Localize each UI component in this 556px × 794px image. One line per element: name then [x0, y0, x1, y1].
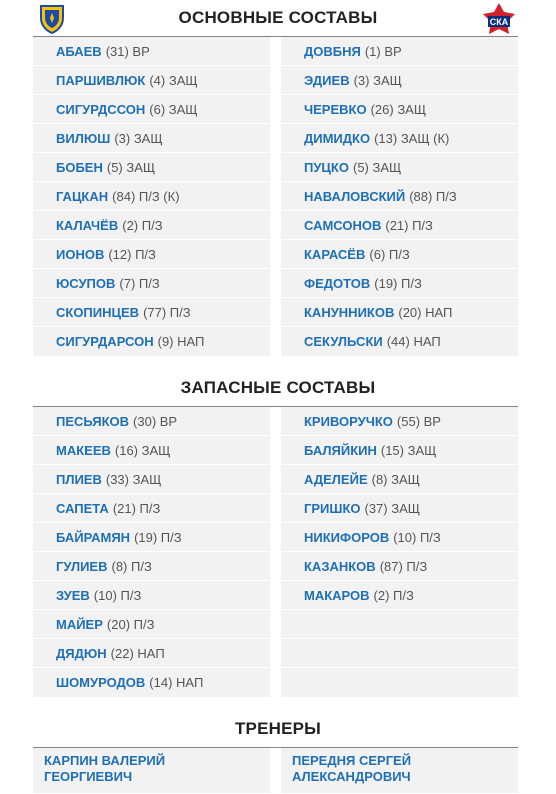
- player-name-link[interactable]: ЮСУПОВ: [56, 275, 116, 291]
- player-number-position: (6) П/З: [369, 246, 410, 262]
- player-name-link[interactable]: МАКЕЕВ: [56, 442, 111, 458]
- player-number-position: (8) П/З: [111, 558, 152, 574]
- player-name-link[interactable]: СИГУРДАРСОН: [56, 334, 154, 349]
- player-row[interactable]: [33, 124, 270, 153]
- player-number-position: (15) ЗАЩ: [380, 442, 437, 458]
- player-row[interactable]: [33, 436, 270, 465]
- player-row[interactable]: [281, 153, 518, 182]
- player-name-link[interactable]: ГУЛИЕВ: [56, 558, 108, 574]
- player-name-link[interactable]: ФЕДОТОВ: [304, 275, 371, 291]
- player-name-link[interactable]: СЕКУЛЬСКИ: [304, 334, 383, 349]
- player-row[interactable]: [33, 37, 270, 66]
- player-row[interactable]: [33, 269, 270, 298]
- player-number-position: (1) ВР: [364, 43, 402, 59]
- player-name-link[interactable]: КАЗАНКОВ: [304, 558, 376, 574]
- player-number-position: (88) П/З: [409, 188, 457, 204]
- player-row[interactable]: [281, 327, 518, 356]
- player-row[interactable]: [281, 211, 518, 240]
- player-row[interactable]: [33, 494, 270, 523]
- player-row[interactable]: [281, 182, 518, 211]
- substitutes-title: ЗАПАСНЫЕ СОСТАВЫ: [180, 378, 376, 397]
- player-number-position: (31) ВР: [105, 43, 150, 59]
- player-name-link[interactable]: ДИМИДКО: [304, 130, 371, 146]
- player-name-link[interactable]: АБАЕВ: [56, 43, 102, 59]
- player-number-position: (20) П/З: [106, 616, 155, 632]
- player-row[interactable]: [281, 298, 518, 327]
- away-coach-name-line2: АЛЕКСАНДРОВИЧ: [292, 769, 411, 784]
- player-name-link[interactable]: БАЙРАМЯН: [56, 529, 131, 545]
- player-number-position: (33) ЗАЩ: [105, 471, 162, 487]
- player-name-link[interactable]: КАРАСЁВ: [304, 246, 366, 262]
- player-row[interactable]: [281, 66, 518, 95]
- player-name-link[interactable]: БОБЕН: [56, 159, 103, 175]
- player-name-link[interactable]: ПАРШИВЛЮК: [56, 72, 146, 88]
- player-row[interactable]: [281, 124, 518, 153]
- player-number-position: (9) НАП: [157, 334, 205, 349]
- player-number-position: (7) П/З: [119, 275, 160, 291]
- player-row[interactable]: [281, 465, 518, 494]
- player-number-position: (55) ВР: [396, 413, 441, 429]
- player-row[interactable]: [33, 523, 270, 552]
- player-row[interactable]: [33, 407, 270, 436]
- player-row[interactable]: [33, 610, 270, 639]
- player-name-link[interactable]: ГАЦКАН: [56, 188, 109, 204]
- player-name-link[interactable]: САМСОНОВ: [304, 217, 382, 233]
- home-coach-name-line2: ГЕОРГИЕВИЧ: [44, 769, 133, 784]
- player-row: [281, 610, 518, 639]
- player-name-link[interactable]: МАЙЕР: [56, 616, 103, 632]
- home-coach[interactable]: [33, 748, 270, 793]
- player-row[interactable]: [281, 523, 518, 552]
- player-row[interactable]: [33, 298, 270, 327]
- player-number-position: (16) ЗАЩ: [114, 442, 171, 458]
- player-number-position: (84) П/З (К): [112, 188, 180, 204]
- player-number-position: (10) П/З: [393, 529, 441, 545]
- player-row: [281, 639, 518, 668]
- starting-lineups-title: ОСНОВНЫЕ СОСТАВЫ: [178, 8, 378, 27]
- player-number-position: (21) П/З: [385, 217, 433, 233]
- player-number-position: (26) ЗАЩ: [370, 101, 427, 117]
- home-subs-list: [33, 407, 270, 697]
- home-starting-list: [33, 37, 270, 356]
- player-number-position: (44) НАП: [386, 334, 441, 349]
- player-number-position: (20) НАП: [398, 304, 453, 320]
- player-number-position: (13) ЗАЩ (К): [374, 130, 450, 146]
- player-row[interactable]: [281, 407, 518, 436]
- player-number-position: (22) НАП: [110, 645, 165, 661]
- player-name-link[interactable]: ВИЛЮШ: [56, 130, 111, 146]
- player-row[interactable]: [281, 37, 518, 66]
- player-row[interactable]: [33, 66, 270, 95]
- player-name-link[interactable]: КАЛАЧЁВ: [56, 217, 119, 233]
- player-name-link[interactable]: БАЛЯЙКИН: [304, 442, 377, 458]
- player-name-link[interactable]: ПЕСЬЯКОВ: [56, 413, 130, 429]
- player-name-link[interactable]: КАНУННИКОВ: [304, 304, 395, 320]
- player-number-position: (2) П/З: [373, 587, 414, 603]
- player-row[interactable]: [33, 581, 270, 610]
- coaches-title: ТРЕНЕРЫ: [234, 719, 322, 738]
- player-number-position: (2) П/З: [122, 217, 163, 233]
- player-name-link[interactable]: НИКИФОРОВ: [304, 529, 390, 545]
- player-name-link[interactable]: ШОМУРОДОВ: [56, 675, 146, 690]
- player-name-link[interactable]: ЧЕРЕВКО: [304, 101, 367, 117]
- player-row[interactable]: [33, 240, 270, 269]
- player-number-position: (37) ЗАЩ: [364, 500, 420, 516]
- player-name-link[interactable]: КРИВОРУЧКО: [304, 413, 393, 429]
- player-number-position: (4) ЗАЩ: [149, 72, 198, 88]
- player-number-position: (14) НАП: [149, 675, 204, 690]
- away-coach-name-line1: ПЕРЕДНЯ СЕРГЕЙ: [292, 753, 412, 768]
- player-name-link[interactable]: АДЕЛЕЙЕ: [304, 471, 368, 487]
- player-name-link[interactable]: МАКАРОВ: [304, 587, 370, 603]
- player-number-position: (6) ЗАЩ: [149, 101, 198, 117]
- player-number-position: (87) П/З: [379, 558, 428, 574]
- player-row[interactable]: [33, 639, 270, 668]
- player-number-position: (12) П/З: [108, 246, 156, 262]
- player-name-link[interactable]: ЗУЕВ: [56, 587, 90, 603]
- player-number-position: (10) П/З: [93, 587, 142, 603]
- away-coach[interactable]: [281, 748, 518, 793]
- home-coach-name-line1: КАРПИН ВАЛЕРИЙ: [44, 753, 166, 768]
- away-subs-list: [281, 407, 518, 697]
- player-row[interactable]: [281, 494, 518, 523]
- player-row[interactable]: [33, 182, 270, 211]
- player-name-link[interactable]: ЭДИЕВ: [304, 72, 350, 88]
- player-name-link[interactable]: ДОВБНЯ: [304, 43, 361, 59]
- player-row[interactable]: [33, 95, 270, 124]
- away-starting-list: [281, 37, 518, 356]
- player-number-position: (30) ВР: [133, 413, 178, 429]
- ska-logo-text: СКА: [489, 17, 509, 27]
- player-row[interactable]: [33, 327, 270, 356]
- player-row[interactable]: [33, 465, 270, 494]
- player-number-position: (5) ЗАЩ: [106, 159, 156, 175]
- player-row[interactable]: [281, 269, 518, 298]
- player-number-position: (3) ЗАЩ: [353, 72, 402, 88]
- player-number-position: (5) ЗАЩ: [352, 159, 402, 175]
- player-name-link[interactable]: ГРИШКО: [304, 500, 361, 516]
- player-name-link[interactable]: САПЕТА: [56, 500, 109, 516]
- player-number-position: (8) ЗАЩ: [371, 471, 420, 487]
- player-row[interactable]: [281, 95, 518, 124]
- player-name-link[interactable]: ПУЦКО: [304, 159, 349, 175]
- player-row: [281, 668, 518, 697]
- player-number-position: (19) П/З: [374, 275, 422, 291]
- player-row[interactable]: [33, 211, 270, 240]
- player-row[interactable]: [33, 552, 270, 581]
- player-row[interactable]: [33, 153, 270, 182]
- player-row[interactable]: [33, 668, 270, 697]
- player-row[interactable]: [281, 552, 518, 581]
- player-name-link[interactable]: НАВАЛОВСКИЙ: [304, 188, 406, 204]
- player-name-link[interactable]: СИГУРДССОН: [56, 101, 146, 117]
- player-number-position: (21) П/З: [112, 500, 161, 516]
- player-row[interactable]: [281, 581, 518, 610]
- player-row[interactable]: [281, 436, 518, 465]
- player-row[interactable]: [281, 240, 518, 269]
- player-name-link[interactable]: ИОНОВ: [56, 246, 105, 262]
- player-name-link[interactable]: СКОПИНЦЕВ: [56, 304, 140, 320]
- player-name-link[interactable]: ПЛИЕВ: [56, 471, 102, 487]
- player-number-position: (19) П/З: [134, 529, 182, 545]
- player-number-position: (3) ЗАЩ: [114, 130, 163, 146]
- player-name-link[interactable]: ДЯДЮН: [56, 645, 107, 661]
- player-number-position: (77) П/З: [143, 304, 191, 320]
